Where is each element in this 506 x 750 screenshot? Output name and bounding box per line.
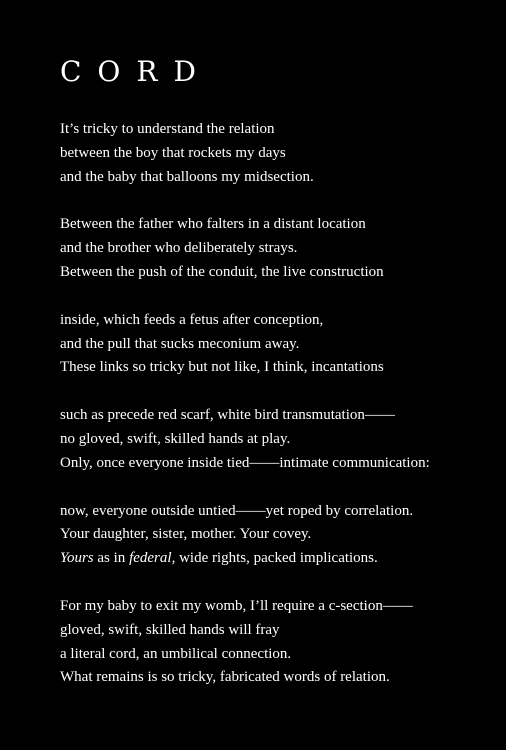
poem-line: Between the father who falters in a distant location [60, 216, 366, 233]
poem-line: such as precede red scarf, white bird transmutation—— [60, 407, 395, 424]
poem-line: What remains is so tricky, fabricated words of relation. [60, 669, 390, 686]
poem-line: and the brother who deliberately strays. [60, 240, 298, 257]
poem-line: and the baby that balloons my midsection. [60, 168, 314, 185]
poem-body [60, 118, 500, 714]
plain-text: as in [93, 550, 130, 567]
italic-word: Yours [60, 550, 94, 567]
stanza-5 [60, 500, 500, 571]
poem-line: For my baby to exit my womb, I’ll require a c-section—— [60, 597, 413, 614]
poem-line: a literal cord, an umbilical connection. [60, 645, 292, 662]
poem-line: Between the push of the conduit, the live construction [60, 263, 384, 280]
poem-line: inside, which feeds a fetus after conception, [60, 311, 324, 328]
poem-line: Your daughter, sister, mother. Your covey. [60, 526, 312, 543]
poem-title: CORD [60, 55, 212, 88]
poem-line-mixed [60, 547, 500, 571]
stanza-2 [60, 213, 500, 284]
stanza-6 [60, 595, 500, 690]
stanza-4 [60, 404, 500, 475]
italic-word: federal [129, 550, 172, 567]
poem-line: and the pull that sucks meconium away. [60, 335, 300, 352]
poem-line: between the boy that rockets my days [60, 144, 286, 161]
poem-line: Only, once everyone inside tied——intimate communication: [60, 454, 430, 471]
poem-line: gloved, swift, skilled hands will fray [60, 621, 280, 638]
poem-line: no gloved, swift, skilled hands at play. [60, 430, 291, 447]
poem-line: now, everyone outside untied——yet roped by correlation. [60, 502, 414, 519]
stanza-1 [60, 118, 500, 189]
stanza-3 [60, 309, 500, 380]
plain-text: , wide rights, packed implications. [171, 550, 378, 567]
poem-line: These links so tricky but not like, I think, incantations [60, 359, 384, 376]
poem-line: It’s tricky to understand the relation [60, 121, 275, 137]
